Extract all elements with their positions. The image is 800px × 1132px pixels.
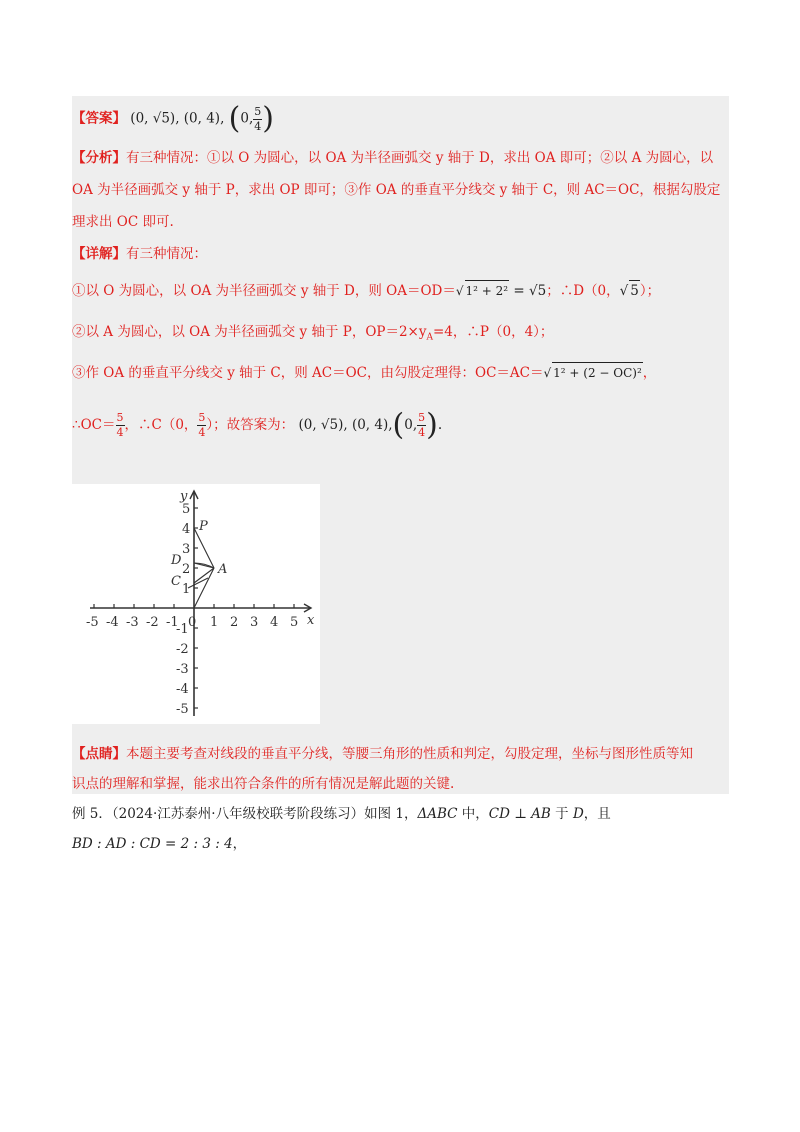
right-paren: )	[262, 101, 274, 136]
case1-equals: = √5	[509, 283, 547, 299]
y-tick-label: -4	[176, 682, 189, 697]
remark-tag: 【点睛】	[72, 746, 126, 762]
case3-text: ③作 OA 的垂直平分线交 y 轴于 C，则 AC＝OC，由勾股定理得：OC＝AC＝	[72, 365, 544, 381]
x-tick-label: 0	[188, 615, 197, 630]
y-tick-label: -3	[176, 662, 189, 677]
analysis-text-1: 有三种情况：①以 O 为圆心，以 OA 为半径画弧交 y 轴于 D，求出 OA 即可；②以 A 为圆心，以	[126, 150, 714, 166]
figure-lines	[188, 528, 214, 608]
conclusion-c-num: 5	[198, 411, 206, 424]
fraction-denominator: 4	[254, 119, 262, 133]
analysis-line-3: 理求出 OC 即可.	[72, 214, 174, 230]
left-paren: (	[228, 101, 241, 136]
answer-fraction	[253, 105, 262, 134]
coordinate-graph-svg	[72, 484, 320, 724]
conclusion-c: ）；故答案为：	[206, 417, 295, 433]
point-labels	[170, 519, 227, 589]
detail-conclusion	[72, 407, 443, 443]
example5-perpendicular: CD ⊥ AB	[488, 806, 551, 822]
x-tick-label: 2	[230, 615, 239, 630]
y-tick-label: 1	[182, 582, 191, 597]
example5-text-c: 于	[550, 806, 573, 822]
conclusion-left-paren: (	[392, 407, 405, 443]
detail-tag: 【详解】	[72, 246, 126, 262]
remark-text-1: 本题主要考查对线段的垂直平分线，等腰三角形的性质和判定，勾股定理，坐标与图形性质等知	[126, 746, 693, 762]
case3-radicand: 1² + (2 − OC)²	[552, 362, 643, 383]
y-tick-label: 2	[182, 562, 191, 577]
x-tick-label: -4	[106, 615, 119, 630]
y-tick-label: -2	[176, 642, 189, 657]
case3-comma: ，	[642, 365, 657, 381]
example5-text-a: 例 5．（2024·江苏泰州·八年级校联考阶段练习）如图 1，	[72, 806, 418, 822]
y-tick-labels	[176, 502, 190, 717]
answer-line	[72, 101, 274, 136]
y-tick-label: -5	[176, 702, 189, 717]
remark-line-2: 识点的理解和掌握，能求出符合条件的所有情况是解此题的关键.	[72, 776, 455, 792]
case1-tail-2: ）；	[639, 283, 661, 299]
segment-ca	[194, 568, 214, 583]
conclusion-oc-fraction	[116, 411, 125, 440]
case2-text: ②以 A 为圆心，以 OA 为半径画弧交 y 轴于 P，OP＝2×y	[72, 324, 427, 340]
remark-line-1	[72, 744, 693, 764]
x-tick-label: -3	[126, 615, 139, 630]
case3-sqrt: √ 1² + (2 − OC)²	[543, 366, 642, 380]
conclusion-zero: 0,	[404, 417, 418, 433]
analysis-line-1	[72, 148, 713, 168]
case1-text: ①以 O 为圆心，以 OA 为半径画弧交 y 轴于 D，则 OA＝OD＝	[72, 283, 456, 299]
conclusion-expression: (0, √5), (0, 4),	[298, 417, 393, 433]
coordinate-graph	[72, 484, 320, 724]
y-tick-label: -1	[176, 622, 189, 637]
y-tick-label: 3	[182, 542, 191, 557]
case2-tail: =4，∴P（0，4）；	[433, 324, 554, 340]
example5-text-b: 中，	[457, 806, 489, 822]
conclusion-answer-num: 5	[418, 411, 426, 424]
y-axis-label: y	[180, 489, 188, 504]
conclusion-a: ∴OC＝	[72, 417, 116, 433]
x-tick-label: 4	[270, 615, 279, 630]
case1-sqrt: √ 1² + 2²	[456, 284, 509, 298]
conclusion-answer-fraction	[417, 411, 426, 440]
x-tick-label: 3	[250, 615, 259, 630]
x-tick-labels	[86, 615, 298, 630]
point-label-a: A	[218, 562, 228, 577]
answer-tag: 【答案】	[72, 110, 126, 127]
point-label-p: P	[199, 519, 208, 534]
detail-intro-line	[72, 244, 207, 264]
detail-case-2	[72, 322, 553, 348]
case2-subscript: A	[426, 332, 433, 343]
detail-case-3	[72, 362, 656, 383]
example5-line-2	[72, 834, 246, 854]
example5-text-d: ，且	[583, 806, 611, 822]
x-tick-label: -2	[146, 615, 159, 630]
case1-sqrt5-radicand: 5	[629, 280, 640, 301]
conclusion-oc-den: 4	[116, 426, 124, 439]
point-label-c: C	[171, 574, 181, 589]
conclusion-c-den: 4	[198, 426, 206, 439]
y-tick-label: 4	[182, 522, 191, 537]
example5-line2-tail: ，	[232, 836, 247, 852]
analysis-line-2: OA 为半径画弧交 y 轴于 P，求出 OP 即可；③作 OA 的垂直平分线交 y 轴于 C，则 AC＝OC，根据勾股定	[72, 182, 721, 198]
case1-radicand: 1² + 2²	[465, 280, 510, 301]
conclusion-oc-num: 5	[116, 411, 124, 424]
example5-line-1	[72, 804, 611, 824]
answer-expression: (0, √5), (0, 4),	[130, 110, 225, 127]
example5-point-d: D	[572, 806, 584, 822]
conclusion-right-paren: )	[426, 407, 438, 443]
case1-tail-1: ；∴D（0，	[546, 283, 620, 299]
point-label-d: D	[171, 553, 182, 568]
conclusion-answer-den: 4	[418, 426, 426, 439]
conclusion-dot: .	[437, 417, 443, 433]
y-tick-label: 5	[182, 502, 191, 517]
detail-intro: 有三种情况：	[126, 246, 207, 262]
fraction-numerator: 5	[254, 104, 262, 118]
x-tick-label: 1	[210, 615, 219, 630]
detail-case-1	[72, 280, 660, 301]
example5-triangle: ΔABC	[417, 806, 458, 822]
case1-sqrt5: √ 5	[620, 283, 640, 299]
example5-ratio: BD : AD : CD = 2 : 3 : 4	[72, 836, 233, 852]
x-axis-label: x	[307, 613, 315, 628]
x-tick-label: -1	[166, 615, 179, 630]
answer-zero: 0,	[240, 110, 254, 127]
conclusion-b: ，∴C（0，	[124, 417, 198, 433]
analysis-tag: 【分析】	[72, 150, 126, 166]
x-tick-label: 5	[290, 615, 299, 630]
x-tick-label: -5	[86, 615, 99, 630]
